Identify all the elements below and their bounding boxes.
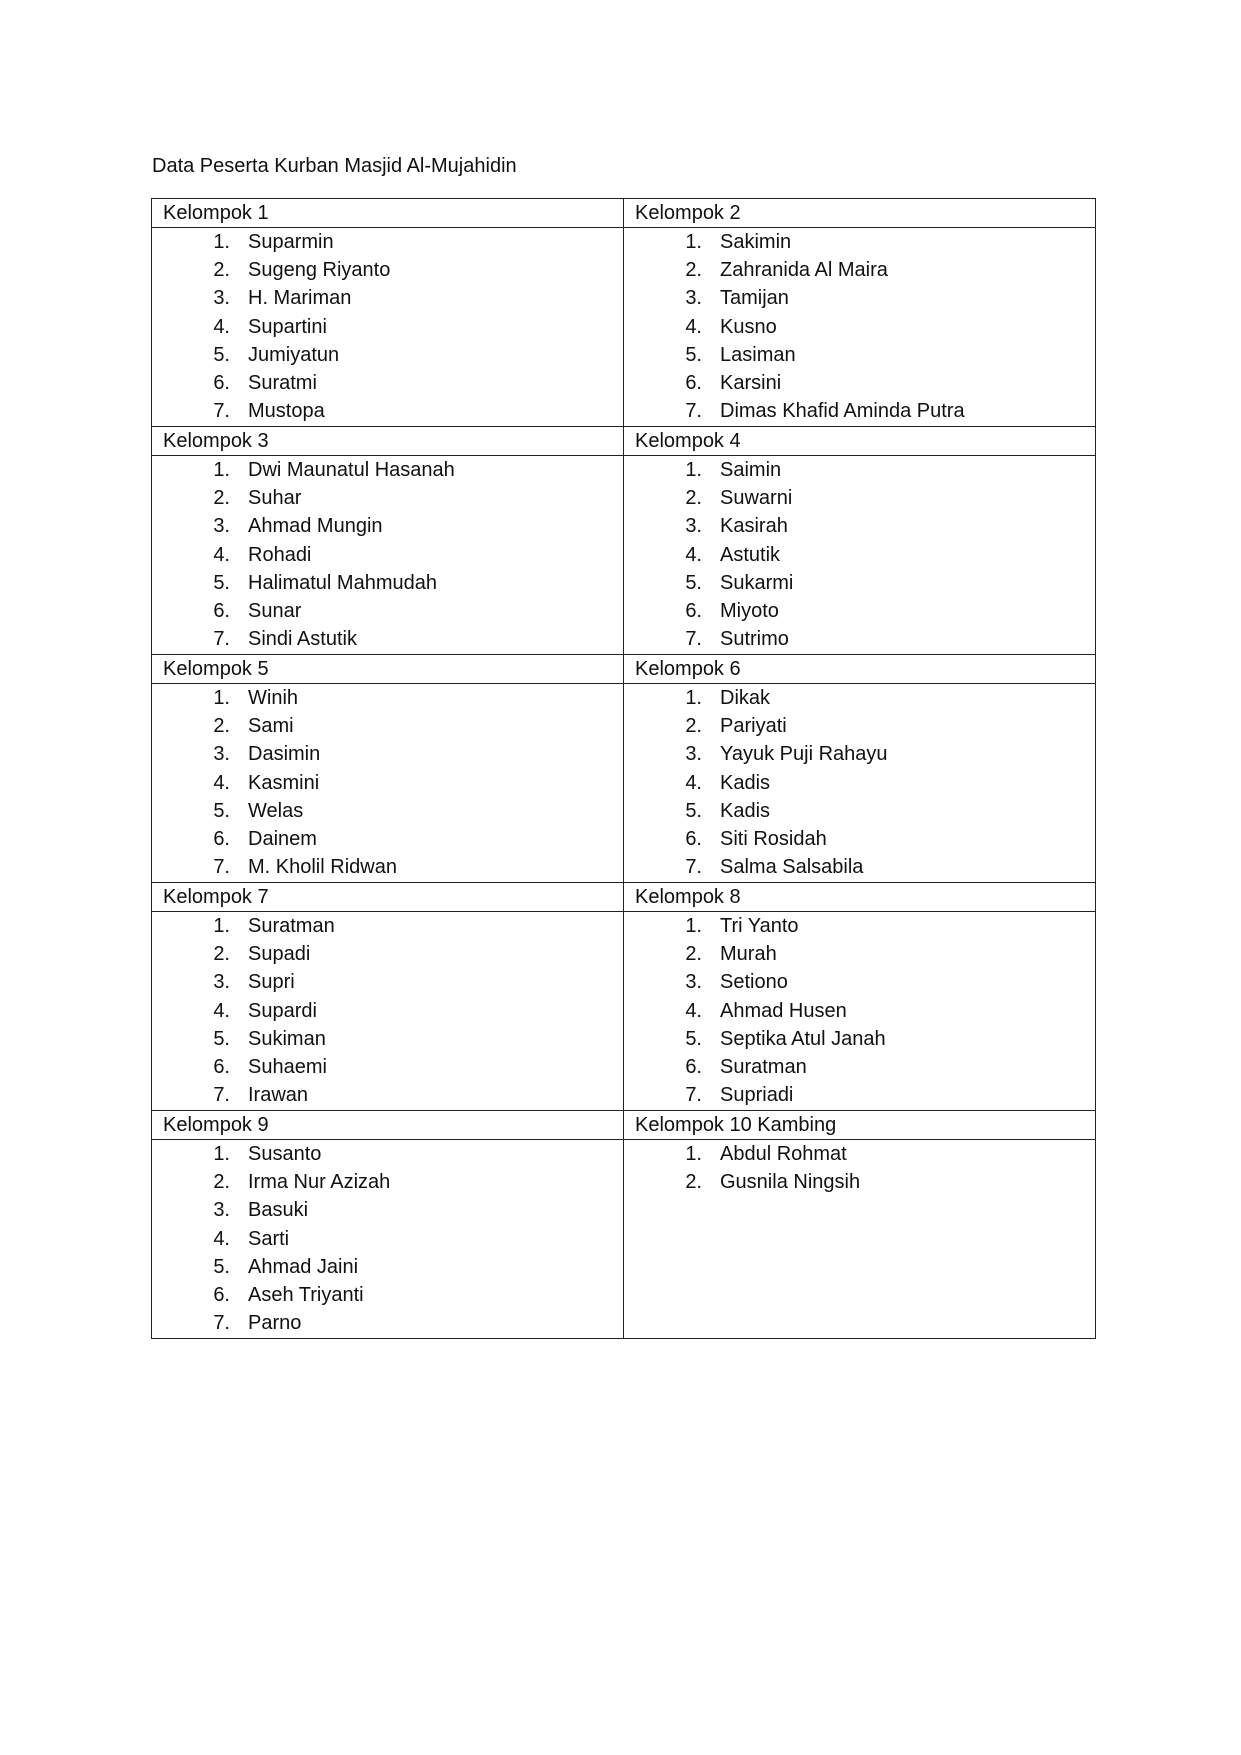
member-item	[624, 825, 1095, 853]
member-number: 6.	[213, 599, 230, 622]
member-item	[624, 397, 1095, 425]
member-name: Supriadi	[720, 1084, 794, 1107]
member-item	[152, 1081, 623, 1109]
member-number: 2.	[685, 259, 702, 282]
member-name: Jumiyatun	[248, 343, 340, 366]
member-name: Sukarmi	[720, 571, 794, 594]
member-number: 2.	[685, 943, 702, 966]
member-name: Sutrimo	[720, 628, 789, 651]
member-name: Setiono	[720, 971, 788, 994]
kelompok-members-row	[152, 228, 1096, 427]
member-number: 7.	[685, 400, 702, 423]
member-item	[152, 484, 623, 512]
member-item	[624, 912, 1095, 940]
member-item	[152, 284, 623, 312]
kelompok-members-cell	[152, 228, 624, 427]
member-name: Murah	[720, 943, 777, 966]
member-name: Basuki	[248, 1199, 309, 1222]
member-item	[152, 1140, 623, 1168]
kelompok-header-row	[152, 427, 1096, 456]
member-number: 4.	[213, 771, 230, 794]
kelompok-members-cell	[624, 456, 1096, 655]
kelompok-header: Kelompok 2	[624, 199, 1096, 228]
kelompok-header: Kelompok 6	[624, 655, 1096, 684]
member-item	[152, 912, 623, 940]
member-number: 5.	[213, 1027, 230, 1050]
member-name: Welas	[248, 799, 304, 822]
member-item	[624, 256, 1095, 284]
member-item	[152, 712, 623, 740]
member-number: 5.	[685, 1027, 702, 1050]
member-name: Winih	[248, 687, 299, 709]
member-item	[152, 1253, 623, 1281]
member-item	[624, 541, 1095, 569]
member-item	[152, 228, 623, 256]
member-item	[624, 797, 1095, 825]
member-item	[152, 769, 623, 797]
member-number: 1.	[213, 687, 230, 709]
kelompok-header: Kelompok 1	[152, 199, 624, 228]
member-item	[152, 313, 623, 341]
member-name: Sugeng Riyanto	[248, 259, 391, 282]
member-number: 5.	[213, 799, 230, 822]
kelompok-header: Kelompok 3	[152, 427, 624, 456]
member-name: Irawan	[248, 1084, 309, 1107]
kelompok-members-cell	[624, 1140, 1096, 1339]
member-name: Abdul Rohmat	[720, 1143, 847, 1165]
member-item	[624, 968, 1095, 996]
kelompok-header-row	[152, 199, 1096, 228]
member-item	[152, 1168, 623, 1196]
member-list	[152, 684, 623, 881]
member-name: Supardi	[248, 999, 317, 1022]
member-number: 3.	[213, 743, 230, 766]
member-name: Suratman	[720, 1055, 807, 1078]
kelompok-header: Kelompok 7	[152, 883, 624, 912]
member-number: 6.	[213, 1055, 230, 1078]
member-name: Yayuk Puji Rahayu	[720, 743, 888, 766]
member-name: Saimin	[720, 459, 782, 481]
member-name: Tri Yanto	[720, 915, 799, 937]
member-name: Kasmini	[248, 771, 320, 794]
member-number: 6.	[685, 1055, 702, 1078]
member-item	[152, 569, 623, 597]
member-item	[152, 1025, 623, 1053]
member-name: Sunar	[248, 599, 302, 622]
member-number: 7.	[213, 1084, 230, 1107]
member-item	[624, 712, 1095, 740]
member-number: 3.	[685, 287, 702, 310]
member-number: 4.	[685, 999, 702, 1022]
member-item	[152, 797, 623, 825]
member-number: 1.	[213, 459, 230, 481]
member-name: Irma Nur Azizah	[248, 1171, 391, 1194]
member-name: H. Mariman	[248, 287, 352, 310]
member-number: 2.	[685, 1171, 702, 1194]
member-name: Supartini	[248, 315, 327, 338]
member-name: Supri	[248, 971, 295, 994]
kelompok-header-row	[152, 1111, 1096, 1140]
member-number: 7.	[213, 400, 230, 423]
kelompok-members-cell	[152, 456, 624, 655]
member-name: Salma Salsabila	[720, 856, 864, 879]
member-number: 7.	[685, 628, 702, 651]
member-name: Suhaemi	[248, 1055, 327, 1078]
member-number: 5.	[213, 1255, 230, 1278]
member-number: 2.	[213, 487, 230, 510]
member-item	[624, 684, 1095, 712]
member-number: 3.	[213, 287, 230, 310]
kelompok-header: Kelompok 9	[152, 1111, 624, 1140]
member-item	[624, 1025, 1095, 1053]
member-item	[152, 940, 623, 968]
member-name: M. Kholil Ridwan	[248, 856, 397, 879]
member-item	[152, 541, 623, 569]
member-name: Dasimin	[248, 743, 321, 766]
member-number: 3.	[213, 1199, 230, 1222]
member-item	[624, 1081, 1095, 1109]
member-item	[624, 341, 1095, 369]
kelompok-header-row	[152, 883, 1096, 912]
member-item	[624, 597, 1095, 625]
member-item	[624, 484, 1095, 512]
member-name: Ahmad Mungin	[248, 515, 383, 538]
member-item	[152, 740, 623, 768]
member-item	[624, 569, 1095, 597]
member-number: 7.	[685, 1084, 702, 1107]
member-name: Ahmad Husen	[720, 999, 847, 1022]
member-number: 6.	[213, 371, 230, 394]
member-name: Miyoto	[720, 599, 779, 622]
kelompok-header: Kelompok 10 Kambing	[624, 1111, 1096, 1140]
kelompok-members-row	[152, 912, 1096, 1111]
member-name: Lasiman	[720, 343, 796, 366]
member-number: 2.	[685, 715, 702, 738]
member-item	[152, 1196, 623, 1224]
member-item	[624, 940, 1095, 968]
member-name: Dimas Khafid Aminda Putra	[720, 400, 965, 423]
member-number: 4.	[213, 543, 230, 566]
member-number: 5.	[685, 343, 702, 366]
member-item	[152, 456, 623, 484]
member-item	[624, 769, 1095, 797]
member-item	[152, 1309, 623, 1337]
member-item	[624, 369, 1095, 397]
kelompok-members-row	[152, 1140, 1096, 1339]
member-name: Kasirah	[720, 515, 788, 538]
member-item	[152, 1053, 623, 1081]
member-number: 3.	[213, 515, 230, 538]
member-item	[624, 997, 1095, 1025]
member-item	[152, 1281, 623, 1309]
member-number: 7.	[213, 856, 230, 879]
member-number: 1.	[685, 915, 702, 937]
member-number: 1.	[685, 687, 702, 709]
member-item	[624, 456, 1095, 484]
member-list	[152, 912, 623, 1109]
member-item	[152, 256, 623, 284]
member-number: 4.	[213, 315, 230, 338]
member-number: 6.	[685, 827, 702, 850]
member-item	[624, 853, 1095, 881]
member-list	[624, 456, 1095, 653]
member-list	[152, 456, 623, 653]
member-name: Suhar	[248, 487, 302, 510]
member-item	[624, 512, 1095, 540]
member-number: 3.	[685, 515, 702, 538]
member-item	[152, 684, 623, 712]
member-number: 4.	[685, 771, 702, 794]
kelompok-members-cell	[624, 912, 1096, 1111]
member-name: Suwarni	[720, 487, 793, 510]
member-name: Sakimin	[720, 231, 792, 253]
member-item	[624, 1053, 1095, 1081]
member-number: 6.	[213, 1283, 230, 1306]
member-number: 6.	[213, 827, 230, 850]
kelompok-members-row	[152, 684, 1096, 883]
member-number: 5.	[685, 799, 702, 822]
member-number: 7.	[213, 1312, 230, 1335]
member-number: 6.	[685, 599, 702, 622]
member-list	[152, 1140, 623, 1337]
member-number: 7.	[685, 856, 702, 879]
member-item	[152, 397, 623, 425]
member-number: 2.	[213, 259, 230, 282]
member-number: 1.	[685, 459, 702, 481]
kelompok-members-row	[152, 456, 1096, 655]
kelompok-header: Kelompok 5	[152, 655, 624, 684]
member-name: Karsini	[720, 371, 782, 394]
member-name: Zahranida Al Maira	[720, 259, 888, 282]
member-number: 4.	[213, 999, 230, 1022]
member-item	[624, 625, 1095, 653]
member-name: Kusno	[720, 315, 777, 338]
member-item	[624, 313, 1095, 341]
member-number: 2.	[213, 943, 230, 966]
member-number: 5.	[213, 571, 230, 594]
member-list	[624, 684, 1095, 881]
member-name: Sukiman	[248, 1027, 326, 1050]
member-number: 3.	[213, 971, 230, 994]
member-item	[152, 341, 623, 369]
member-number: 1.	[685, 231, 702, 253]
member-item	[624, 1168, 1095, 1196]
member-list	[624, 912, 1095, 1109]
member-number: 1.	[213, 1143, 230, 1165]
member-number: 3.	[685, 971, 702, 994]
member-name: Tamijan	[720, 287, 789, 310]
member-name: Mustopa	[248, 400, 325, 423]
member-name: Sindi Astutik	[248, 628, 357, 651]
member-name: Susanto	[248, 1143, 322, 1165]
member-item	[152, 997, 623, 1025]
member-number: 5.	[685, 571, 702, 594]
member-name: Astutik	[720, 543, 781, 566]
kelompok-table	[151, 198, 1096, 1339]
member-item	[624, 740, 1095, 768]
member-name: Sarti	[248, 1227, 290, 1250]
kelompok-header: Kelompok 4	[624, 427, 1096, 456]
member-item	[152, 512, 623, 540]
member-item	[152, 625, 623, 653]
member-name: Halimatul Mahmudah	[248, 571, 437, 594]
member-name: Suratmi	[248, 371, 317, 394]
member-item	[624, 284, 1095, 312]
member-number: 4.	[213, 1227, 230, 1250]
member-name: Dwi Maunatul Hasanah	[248, 459, 455, 481]
member-number: 1.	[685, 1143, 702, 1165]
kelompok-members-cell	[624, 228, 1096, 427]
member-name: Parno	[248, 1312, 302, 1335]
member-name: Dainem	[248, 827, 317, 850]
document-title: Data Peserta Kurban Masjid Al-Mujahidin	[152, 155, 517, 177]
member-name: Supadi	[248, 943, 311, 966]
member-item	[152, 369, 623, 397]
member-name: Pariyati	[720, 715, 787, 738]
member-name: Sami	[248, 715, 294, 738]
member-name: Ahmad Jaini	[248, 1255, 359, 1278]
member-item	[624, 1140, 1095, 1168]
member-number: 4.	[685, 315, 702, 338]
member-number: 6.	[685, 371, 702, 394]
member-item	[152, 825, 623, 853]
member-item	[152, 853, 623, 881]
member-number: 2.	[213, 715, 230, 738]
member-number: 7.	[213, 628, 230, 651]
member-number: 4.	[685, 543, 702, 566]
member-name: Suratman	[248, 915, 335, 937]
member-list	[624, 1140, 1095, 1196]
member-name: Gusnila Ningsih	[720, 1171, 861, 1194]
member-number: 1.	[213, 915, 230, 937]
member-name: Suparmin	[248, 231, 334, 253]
member-item	[624, 228, 1095, 256]
member-name: Aseh Triyanti	[248, 1283, 364, 1306]
kelompok-members-cell	[152, 684, 624, 883]
member-name: Kadis	[720, 771, 771, 794]
member-number: 2.	[213, 1171, 230, 1194]
member-number: 5.	[213, 343, 230, 366]
member-name: Siti Rosidah	[720, 827, 827, 850]
member-number: 2.	[685, 487, 702, 510]
member-list	[624, 228, 1095, 425]
member-item	[152, 597, 623, 625]
kelompok-header: Kelompok 8	[624, 883, 1096, 912]
member-name: Rohadi	[248, 543, 312, 566]
kelompok-members-cell	[152, 1140, 624, 1339]
member-name: Dikak	[720, 687, 771, 709]
kelompok-table-body	[152, 199, 1096, 1339]
member-number: 1.	[213, 231, 230, 253]
member-name: Kadis	[720, 799, 771, 822]
member-item	[152, 1225, 623, 1253]
member-number: 3.	[685, 743, 702, 766]
kelompok-members-cell	[152, 912, 624, 1111]
member-list	[152, 228, 623, 425]
kelompok-members-cell	[624, 684, 1096, 883]
member-item	[152, 968, 623, 996]
kelompok-header-row	[152, 655, 1096, 684]
member-name: Septika Atul Janah	[720, 1027, 886, 1050]
